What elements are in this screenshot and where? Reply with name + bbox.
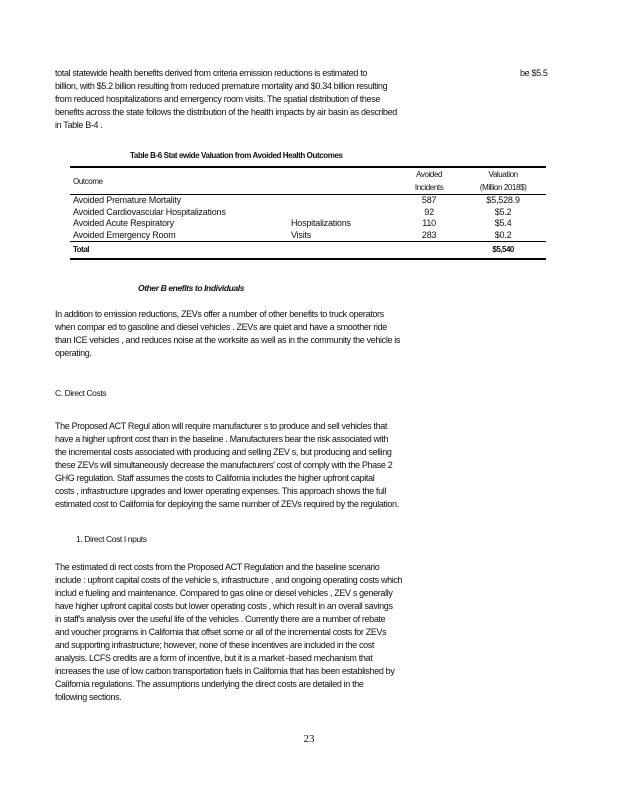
table-total-row xyxy=(70,242,546,259)
direct-costs-line: estimated cost to California for deploying the same number of ZEVs required by the regulation. xyxy=(55,499,399,509)
row-valuation: $5.2 xyxy=(494,206,512,217)
total-valuation: $5,540 xyxy=(460,242,546,259)
intro-line: billion, with $5.2 billion resulting from reduced premature mortality and $0.34 billion resulting xyxy=(55,81,388,91)
row-incidents: 283 xyxy=(421,229,437,240)
intro-paragraph xyxy=(55,67,575,132)
other-benefits-line: than ICE vehicles , and reduces noise at the worksite as well as in the community the vehicle is xyxy=(55,335,401,345)
row-incidents: 92 xyxy=(424,206,434,217)
direct-cost-inputs-line: increases the use of low carbon transportation fuels in California that has been established by xyxy=(55,666,395,676)
intro-right-fragment: be $5.5 xyxy=(520,68,548,78)
row-outcome: Avoided Acute Respiratory xyxy=(73,218,174,228)
other-benefits-heading: Other B enefits to Individuals xyxy=(138,283,245,293)
row-valuation: $5,528.9 xyxy=(460,195,546,207)
row-outcome-sub: Visits xyxy=(290,229,312,240)
other-benefits-paragraph xyxy=(55,308,575,360)
table-row xyxy=(70,195,546,207)
other-benefits-line: In addition to emission reductions, ZEVs offer a number of other benefits to truck operators xyxy=(55,309,384,319)
row-outcome: Avoided Premature Mortality xyxy=(70,195,288,207)
direct-cost-inputs-line: in staff's analysis over the useful life of the vehicles . Currently there are a number of rebate xyxy=(55,614,386,624)
direct-cost-inputs-line: and voucher programs in California that offset some or all of the incremental costs for ZEVs xyxy=(55,627,387,637)
header-incidents: Avoided xyxy=(398,167,460,181)
direct-costs-heading: C. Direct Costs xyxy=(55,388,107,398)
direct-costs-line: these ZEVs will simultaneously decrease the manufacturers' cost of comply with the Phase 2 xyxy=(55,460,393,470)
total-label: Total xyxy=(70,242,288,259)
direct-costs-paragraph xyxy=(55,420,575,511)
table-row xyxy=(70,218,546,230)
direct-costs-line: have a higher upfront cost than in the baseline . Manufacturers bear the risk associated with xyxy=(55,434,389,444)
row-valuation: $0.2 xyxy=(494,229,512,240)
direct-cost-inputs-line: following sections. xyxy=(55,692,122,702)
direct-costs-line: costs , infrastructure upgrades and lower operating expenses. This approach shows the full xyxy=(55,486,387,496)
row-incidents: 587 xyxy=(398,195,460,207)
intro-line: total statewide health benefits derived from criteria emission reductions is estimated to xyxy=(55,68,368,78)
valuation-table xyxy=(70,166,546,260)
row-outcome-sub xyxy=(288,207,398,219)
row-incidents: 110 xyxy=(422,218,436,228)
direct-cost-inputs-line: includ e fueling and maintenance. Compared to gas oline or diesel vehicles , ZEV s generally xyxy=(55,588,393,598)
table-row xyxy=(70,207,546,219)
row-outcome-sub: Hospitalizations xyxy=(290,218,351,228)
row-outcome-sub xyxy=(288,195,398,207)
row-outcome: Avoided Emergency Room xyxy=(73,229,176,240)
row-valuation: $5.4 xyxy=(494,218,512,228)
intro-line: benefits across the state follows the distribution of the health impacts by air basin as described xyxy=(55,107,397,117)
header-valuation: Valuation xyxy=(460,167,546,181)
other-benefits-line: operating. xyxy=(55,348,92,358)
direct-cost-inputs-paragraph xyxy=(55,561,575,704)
table-row xyxy=(70,230,546,242)
direct-cost-inputs-line: and supporting infrastructure; however, none of these incentives are included in the cost xyxy=(55,640,375,650)
header-outcome: Outcome xyxy=(70,167,288,195)
intro-line: in Table B-4 . xyxy=(55,120,103,130)
direct-cost-inputs-line: California regulations. The assumptions underlying the direct costs are detailed in the xyxy=(55,679,364,689)
row-outcome: Avoided Cardiovascular Hospitalizations xyxy=(73,206,226,217)
direct-costs-line: The Proposed ACT Regul ation will require manufacturer s to produce and sell vehicles that xyxy=(55,421,388,431)
direct-cost-inputs-line: analysis. LCFS credits are a form of incentive, but it is a market -based mechanism that xyxy=(55,653,373,663)
direct-cost-inputs-line: include : upfront capital costs of the vehicle s, infrastructure , and ongoing operating costs which xyxy=(55,575,403,585)
intro-line: from reduced hospitalizations and emergency room visits. The spatial distribution of these xyxy=(55,94,381,104)
header-incidents-line2: Incidents xyxy=(414,183,444,192)
header-valuation-line2: (Million 2018$) xyxy=(479,183,527,192)
direct-costs-line: GHG regulation. Staff assumes the costs to California includes the higher upfront capital xyxy=(55,473,375,483)
page-number: 23 xyxy=(303,733,315,745)
direct-cost-inputs-line: have higher upfront capital costs but lower operating costs , which result in an overall savings xyxy=(55,601,393,611)
direct-cost-inputs-heading: 1. Direct Cost I nputs xyxy=(76,534,147,544)
table-caption: Table B-6 Stat ewide Valuation from Avoided Health Outcomes xyxy=(130,151,343,160)
other-benefits-line: when compar ed to gasoline and diesel vehicles . ZEVs are quiet and have a smoother ride xyxy=(55,322,387,332)
direct-cost-inputs-line: The estimated di rect costs from the Proposed ACT Regulation and the baseline scenario xyxy=(55,562,380,572)
direct-costs-line: the incremental costs associated with producing and selling ZEV s, but producing and selling xyxy=(55,447,392,457)
